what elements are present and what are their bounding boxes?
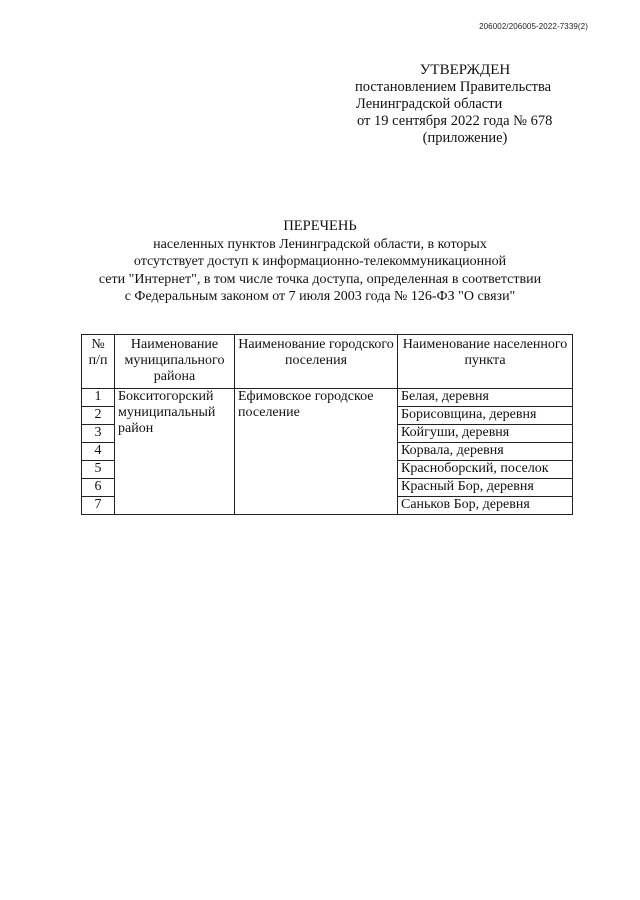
approval-line: Ленинградской области (356, 96, 503, 112)
locality-cell: Саньков Бор, деревня (398, 497, 573, 515)
locality-cell: Койгуши, деревня (398, 425, 573, 443)
title-line: отсутствует доступ к информационно-телекоммуникационной (133, 254, 507, 269)
district-cell: Бокситогорский муниципальный район (115, 389, 235, 515)
locality-cell: Красный Бор, деревня (398, 479, 573, 497)
table-row (82, 389, 573, 407)
row-number: 1 (82, 389, 115, 407)
localities-table (81, 334, 573, 515)
locality-cell: Белая, деревня (398, 389, 573, 407)
locality-cell: Красноборский, поселок (398, 461, 573, 479)
settlement-cell: Ефимовское городское поселение (235, 389, 398, 515)
header-number-abbrev: п/п (88, 353, 108, 368)
title-line: населенных пунктов Ленинградской области, в которых (153, 236, 487, 252)
approval-date-line: от 19 сентября 2022 года № 678 (357, 113, 553, 129)
header-number-symbol: № (91, 337, 105, 352)
row-number: 3 (82, 425, 115, 443)
approval-appendix-note: (приложение) (422, 130, 508, 146)
row-number: 4 (82, 443, 115, 461)
approval-stamp (355, 62, 575, 147)
row-number: 6 (82, 479, 115, 497)
document-title (60, 218, 580, 306)
header-district: Наименование муниципального района (115, 335, 235, 389)
document-registration-number: 206002/206005-2022-7339(2) (479, 22, 588, 31)
header-locality: Наименование населенного пункта (398, 335, 573, 389)
locality-cell: Борисовщина, деревня (398, 407, 573, 425)
row-number: 2 (82, 407, 115, 425)
header-settlement: Наименование городского поселения (235, 335, 398, 389)
table-header-row (82, 335, 573, 389)
locality-cell: Корвала, деревня (398, 443, 573, 461)
title-heading: ПЕРЕЧЕНЬ (283, 218, 357, 234)
row-number: 5 (82, 461, 115, 479)
title-line: с Федеральным законом от 7 июля 2003 года № 126-ФЗ "О связи" (124, 289, 516, 304)
title-line: сети "Интернет", в том числе точка доступа, определенная в соответствии (98, 271, 542, 287)
header-number (82, 335, 115, 389)
approval-title: УТВЕРЖДЕН (419, 62, 511, 78)
row-number: 7 (82, 497, 115, 515)
approval-line: постановлением Правительства (355, 79, 552, 95)
